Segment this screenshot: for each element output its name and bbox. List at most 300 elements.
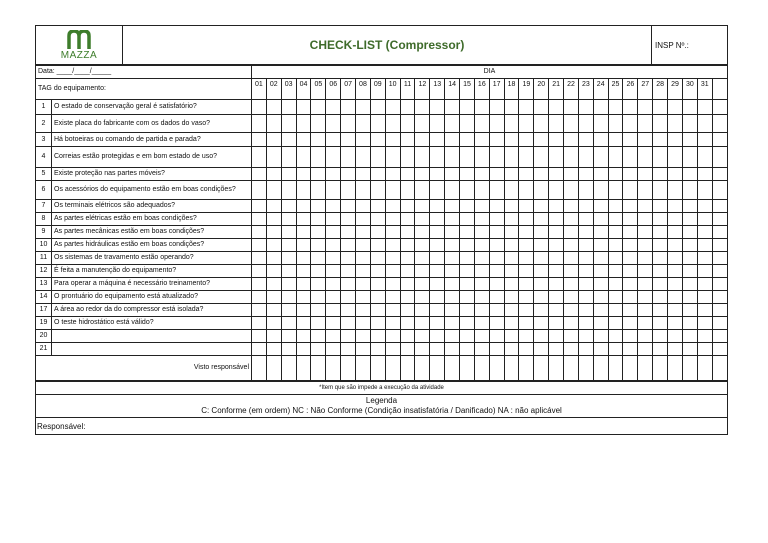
visto-day-cell[interactable] [356,356,371,381]
item-5-day-cell[interactable] [608,168,623,181]
item-8-day-cell[interactable] [623,213,638,226]
item-8-day-cell[interactable] [489,213,504,226]
item-14-day-cell[interactable] [697,291,712,304]
item-7-day-cell[interactable] [564,200,579,213]
item-12-day-cell[interactable] [697,265,712,278]
item-4-day-cell[interactable] [252,147,267,168]
item-9-day-cell[interactable] [564,226,579,239]
item-3-day-cell[interactable] [504,133,519,147]
item-11-day-cell[interactable] [668,252,683,265]
item-3-day-cell[interactable] [266,133,281,147]
item-19-day-cell[interactable] [593,317,608,330]
item-10-day-cell[interactable] [281,239,296,252]
item-12-day-cell[interactable] [474,265,489,278]
item-13-day-cell[interactable] [549,278,564,291]
item-1-day-cell[interactable] [549,100,564,115]
visto-day-cell[interactable] [623,356,638,381]
item-1-day-cell[interactable] [296,100,311,115]
item-14-day-cell[interactable] [608,291,623,304]
item-14-day-cell[interactable] [519,291,534,304]
item-13-day-cell[interactable] [697,278,712,291]
item-12-day-cell[interactable] [370,265,385,278]
item-6-day-cell[interactable] [326,181,341,200]
item-10-day-cell[interactable] [370,239,385,252]
item-6-day-cell[interactable] [549,181,564,200]
item-17-day-cell[interactable] [682,304,697,317]
item-9-day-cell[interactable] [311,226,326,239]
item-21-day-cell[interactable] [638,343,653,356]
item-11-day-cell[interactable] [415,252,430,265]
item-3-day-cell[interactable] [697,133,712,147]
item-20-day-cell[interactable] [385,330,400,343]
item-13-day-cell[interactable] [623,278,638,291]
item-10-day-cell[interactable] [489,239,504,252]
visto-day-cell[interactable] [682,356,697,381]
item-12-day-cell[interactable] [296,265,311,278]
item-17-day-cell[interactable] [460,304,475,317]
visto-day-cell[interactable] [415,356,430,381]
item-10-day-cell[interactable] [638,239,653,252]
item-19-day-cell[interactable] [682,317,697,330]
item-2-day-cell[interactable] [712,115,727,133]
item-4-day-cell[interactable] [623,147,638,168]
item-3-day-cell[interactable] [252,133,267,147]
item-21-day-cell[interactable] [296,343,311,356]
item-14-day-cell[interactable] [549,291,564,304]
item-17-day-cell[interactable] [445,304,460,317]
item-12-day-cell[interactable] [608,265,623,278]
visto-day-cell[interactable] [430,356,445,381]
item-6-day-cell[interactable] [370,181,385,200]
item-3-day-cell[interactable] [281,133,296,147]
item-1-day-cell[interactable] [252,100,267,115]
item-8-day-cell[interactable] [564,213,579,226]
item-5-day-cell[interactable] [326,168,341,181]
item-20-day-cell[interactable] [370,330,385,343]
item-1-day-cell[interactable] [311,100,326,115]
item-5-day-cell[interactable] [400,168,415,181]
item-6-day-cell[interactable] [697,181,712,200]
item-19-day-cell[interactable] [519,317,534,330]
item-4-day-cell[interactable] [296,147,311,168]
item-21-day-cell[interactable] [653,343,668,356]
item-17-day-cell[interactable] [281,304,296,317]
item-14-day-cell[interactable] [341,291,356,304]
item-1-day-cell[interactable] [356,100,371,115]
item-7-day-cell[interactable] [445,200,460,213]
item-5-day-cell[interactable] [697,168,712,181]
item-1-day-cell[interactable] [474,100,489,115]
item-19-day-cell[interactable] [489,317,504,330]
item-5-day-cell[interactable] [430,168,445,181]
item-6-day-cell[interactable] [281,181,296,200]
item-7-day-cell[interactable] [519,200,534,213]
item-20-day-cell[interactable] [712,330,727,343]
item-13-day-cell[interactable] [564,278,579,291]
item-20-day-cell[interactable] [326,330,341,343]
item-9-day-cell[interactable] [430,226,445,239]
item-12-day-cell[interactable] [311,265,326,278]
item-8-day-cell[interactable] [638,213,653,226]
item-1-day-cell[interactable] [578,100,593,115]
visto-day-cell[interactable] [385,356,400,381]
item-9-day-cell[interactable] [296,226,311,239]
item-12-day-cell[interactable] [638,265,653,278]
item-2-day-cell[interactable] [474,115,489,133]
item-7-day-cell[interactable] [296,200,311,213]
item-2-day-cell[interactable] [668,115,683,133]
item-10-day-cell[interactable] [697,239,712,252]
item-4-day-cell[interactable] [400,147,415,168]
visto-day-cell[interactable] [638,356,653,381]
item-21-day-cell[interactable] [489,343,504,356]
item-20-day-cell[interactable] [668,330,683,343]
item-13-day-cell[interactable] [578,278,593,291]
item-4-day-cell[interactable] [430,147,445,168]
item-13-day-cell[interactable] [712,278,727,291]
item-17-day-cell[interactable] [668,304,683,317]
item-6-day-cell[interactable] [385,181,400,200]
visto-day-cell[interactable] [712,356,727,381]
item-2-day-cell[interactable] [445,115,460,133]
item-20-day-cell[interactable] [623,330,638,343]
item-8-day-cell[interactable] [578,213,593,226]
item-13-day-cell[interactable] [504,278,519,291]
item-1-day-cell[interactable] [460,100,475,115]
item-14-day-cell[interactable] [385,291,400,304]
item-4-day-cell[interactable] [549,147,564,168]
item-14-day-cell[interactable] [668,291,683,304]
item-6-day-cell[interactable] [668,181,683,200]
item-4-day-cell[interactable] [415,147,430,168]
item-4-day-cell[interactable] [712,147,727,168]
item-17-day-cell[interactable] [504,304,519,317]
item-6-day-cell[interactable] [356,181,371,200]
item-4-day-cell[interactable] [370,147,385,168]
item-9-day-cell[interactable] [682,226,697,239]
item-13-day-cell[interactable] [252,278,267,291]
item-21-day-cell[interactable] [549,343,564,356]
item-19-day-cell[interactable] [460,317,475,330]
item-6-day-cell[interactable] [296,181,311,200]
item-14-day-cell[interactable] [534,291,549,304]
item-17-day-cell[interactable] [266,304,281,317]
item-14-day-cell[interactable] [489,291,504,304]
item-10-day-cell[interactable] [296,239,311,252]
item-13-day-cell[interactable] [608,278,623,291]
item-19-day-cell[interactable] [445,317,460,330]
item-9-day-cell[interactable] [608,226,623,239]
visto-day-cell[interactable] [252,356,267,381]
item-3-day-cell[interactable] [415,133,430,147]
item-2-day-cell[interactable] [311,115,326,133]
item-9-day-cell[interactable] [489,226,504,239]
item-21-day-cell[interactable] [252,343,267,356]
item-19-day-cell[interactable] [564,317,579,330]
item-19-day-cell[interactable] [341,317,356,330]
item-12-day-cell[interactable] [266,265,281,278]
item-12-day-cell[interactable] [489,265,504,278]
item-17-day-cell[interactable] [341,304,356,317]
item-2-day-cell[interactable] [460,115,475,133]
item-12-day-cell[interactable] [326,265,341,278]
item-9-day-cell[interactable] [445,226,460,239]
item-19-day-cell[interactable] [534,317,549,330]
item-21-day-cell[interactable] [266,343,281,356]
item-14-day-cell[interactable] [415,291,430,304]
item-5-day-cell[interactable] [281,168,296,181]
item-12-day-cell[interactable] [504,265,519,278]
item-14-day-cell[interactable] [356,291,371,304]
item-2-day-cell[interactable] [682,115,697,133]
item-19-day-cell[interactable] [385,317,400,330]
item-10-day-cell[interactable] [653,239,668,252]
item-14-day-cell[interactable] [504,291,519,304]
item-8-day-cell[interactable] [415,213,430,226]
item-4-day-cell[interactable] [341,147,356,168]
item-5-day-cell[interactable] [668,168,683,181]
item-12-day-cell[interactable] [578,265,593,278]
item-6-day-cell[interactable] [638,181,653,200]
item-20-day-cell[interactable] [504,330,519,343]
visto-day-cell[interactable] [296,356,311,381]
item-2-day-cell[interactable] [623,115,638,133]
item-21-day-cell[interactable] [311,343,326,356]
item-7-day-cell[interactable] [415,200,430,213]
item-1-day-cell[interactable] [638,100,653,115]
item-17-day-cell[interactable] [489,304,504,317]
item-9-day-cell[interactable] [638,226,653,239]
item-12-day-cell[interactable] [519,265,534,278]
item-2-day-cell[interactable] [281,115,296,133]
item-2-day-cell[interactable] [415,115,430,133]
item-10-day-cell[interactable] [445,239,460,252]
item-20-day-cell[interactable] [564,330,579,343]
item-14-day-cell[interactable] [400,291,415,304]
item-11-day-cell[interactable] [296,252,311,265]
visto-day-cell[interactable] [266,356,281,381]
item-9-day-cell[interactable] [519,226,534,239]
item-7-day-cell[interactable] [252,200,267,213]
item-3-day-cell[interactable] [296,133,311,147]
item-17-day-cell[interactable] [623,304,638,317]
item-17-day-cell[interactable] [474,304,489,317]
item-21-day-cell[interactable] [415,343,430,356]
item-14-day-cell[interactable] [296,291,311,304]
item-20-day-cell[interactable] [593,330,608,343]
item-17-day-cell[interactable] [653,304,668,317]
item-6-day-cell[interactable] [712,181,727,200]
item-7-day-cell[interactable] [608,200,623,213]
item-1-day-cell[interactable] [489,100,504,115]
item-11-day-cell[interactable] [385,252,400,265]
item-13-day-cell[interactable] [668,278,683,291]
tag-field[interactable]: TAG do equipamento: [36,79,252,100]
item-12-day-cell[interactable] [653,265,668,278]
item-12-day-cell[interactable] [400,265,415,278]
item-11-day-cell[interactable] [311,252,326,265]
item-7-day-cell[interactable] [430,200,445,213]
item-8-day-cell[interactable] [311,213,326,226]
item-6-day-cell[interactable] [252,181,267,200]
visto-day-cell[interactable] [489,356,504,381]
item-2-day-cell[interactable] [356,115,371,133]
item-19-day-cell[interactable] [549,317,564,330]
item-11-day-cell[interactable] [712,252,727,265]
item-14-day-cell[interactable] [712,291,727,304]
item-7-day-cell[interactable] [400,200,415,213]
item-12-day-cell[interactable] [385,265,400,278]
visto-day-cell[interactable] [400,356,415,381]
item-6-day-cell[interactable] [682,181,697,200]
item-21-day-cell[interactable] [623,343,638,356]
item-9-day-cell[interactable] [356,226,371,239]
item-3-day-cell[interactable] [385,133,400,147]
item-5-day-cell[interactable] [623,168,638,181]
item-6-day-cell[interactable] [519,181,534,200]
item-7-day-cell[interactable] [326,200,341,213]
item-9-day-cell[interactable] [593,226,608,239]
item-9-day-cell[interactable] [549,226,564,239]
item-20-day-cell[interactable] [474,330,489,343]
item-20-day-cell[interactable] [638,330,653,343]
item-11-day-cell[interactable] [460,252,475,265]
item-5-day-cell[interactable] [252,168,267,181]
item-10-day-cell[interactable] [266,239,281,252]
item-19-day-cell[interactable] [697,317,712,330]
item-4-day-cell[interactable] [534,147,549,168]
item-1-day-cell[interactable] [370,100,385,115]
item-5-day-cell[interactable] [682,168,697,181]
item-7-day-cell[interactable] [712,200,727,213]
item-11-day-cell[interactable] [474,252,489,265]
item-4-day-cell[interactable] [489,147,504,168]
item-3-day-cell[interactable] [460,133,475,147]
item-10-day-cell[interactable] [415,239,430,252]
item-3-day-cell[interactable] [712,133,727,147]
item-17-day-cell[interactable] [697,304,712,317]
item-5-day-cell[interactable] [356,168,371,181]
item-8-day-cell[interactable] [668,213,683,226]
item-12-day-cell[interactable] [549,265,564,278]
item-12-day-cell[interactable] [281,265,296,278]
item-7-day-cell[interactable] [341,200,356,213]
item-10-day-cell[interactable] [385,239,400,252]
item-20-day-cell[interactable] [400,330,415,343]
item-12-day-cell[interactable] [445,265,460,278]
item-7-day-cell[interactable] [504,200,519,213]
item-7-day-cell[interactable] [460,200,475,213]
item-3-day-cell[interactable] [519,133,534,147]
item-12-day-cell[interactable] [564,265,579,278]
item-7-day-cell[interactable] [549,200,564,213]
item-14-day-cell[interactable] [252,291,267,304]
item-8-day-cell[interactable] [682,213,697,226]
item-14-day-cell[interactable] [326,291,341,304]
item-3-day-cell[interactable] [489,133,504,147]
item-1-day-cell[interactable] [593,100,608,115]
item-2-day-cell[interactable] [519,115,534,133]
item-10-day-cell[interactable] [519,239,534,252]
item-14-day-cell[interactable] [281,291,296,304]
item-1-day-cell[interactable] [564,100,579,115]
item-12-day-cell[interactable] [623,265,638,278]
item-17-day-cell[interactable] [430,304,445,317]
item-11-day-cell[interactable] [697,252,712,265]
item-8-day-cell[interactable] [356,213,371,226]
item-14-day-cell[interactable] [311,291,326,304]
item-5-day-cell[interactable] [519,168,534,181]
item-13-day-cell[interactable] [356,278,371,291]
item-21-day-cell[interactable] [460,343,475,356]
item-8-day-cell[interactable] [653,213,668,226]
item-2-day-cell[interactable] [578,115,593,133]
item-21-day-cell[interactable] [356,343,371,356]
item-2-day-cell[interactable] [608,115,623,133]
item-20-day-cell[interactable] [578,330,593,343]
item-9-day-cell[interactable] [460,226,475,239]
visto-day-cell[interactable] [534,356,549,381]
item-14-day-cell[interactable] [430,291,445,304]
item-14-day-cell[interactable] [266,291,281,304]
item-1-day-cell[interactable] [682,100,697,115]
item-4-day-cell[interactable] [697,147,712,168]
item-7-day-cell[interactable] [474,200,489,213]
item-9-day-cell[interactable] [326,226,341,239]
item-13-day-cell[interactable] [415,278,430,291]
item-11-day-cell[interactable] [281,252,296,265]
item-11-day-cell[interactable] [252,252,267,265]
item-19-day-cell[interactable] [326,317,341,330]
item-10-day-cell[interactable] [668,239,683,252]
item-1-day-cell[interactable] [430,100,445,115]
item-10-day-cell[interactable] [593,239,608,252]
item-12-day-cell[interactable] [341,265,356,278]
item-7-day-cell[interactable] [593,200,608,213]
item-6-day-cell[interactable] [608,181,623,200]
item-21-day-cell[interactable] [697,343,712,356]
item-5-day-cell[interactable] [564,168,579,181]
item-6-day-cell[interactable] [564,181,579,200]
item-11-day-cell[interactable] [549,252,564,265]
item-2-day-cell[interactable] [504,115,519,133]
item-9-day-cell[interactable] [534,226,549,239]
item-1-day-cell[interactable] [653,100,668,115]
item-10-day-cell[interactable] [578,239,593,252]
item-7-day-cell[interactable] [668,200,683,213]
item-3-day-cell[interactable] [608,133,623,147]
item-11-day-cell[interactable] [534,252,549,265]
item-19-day-cell[interactable] [474,317,489,330]
item-7-day-cell[interactable] [682,200,697,213]
item-13-day-cell[interactable] [653,278,668,291]
visto-day-cell[interactable] [474,356,489,381]
item-3-day-cell[interactable] [370,133,385,147]
item-20-day-cell[interactable] [460,330,475,343]
item-1-day-cell[interactable] [504,100,519,115]
item-21-day-cell[interactable] [608,343,623,356]
item-13-day-cell[interactable] [474,278,489,291]
item-20-day-cell[interactable] [341,330,356,343]
item-1-day-cell[interactable] [697,100,712,115]
item-10-day-cell[interactable] [341,239,356,252]
item-5-day-cell[interactable] [534,168,549,181]
item-7-day-cell[interactable] [311,200,326,213]
visto-day-cell[interactable] [341,356,356,381]
item-21-day-cell[interactable] [564,343,579,356]
item-20-day-cell[interactable] [296,330,311,343]
item-3-day-cell[interactable] [356,133,371,147]
